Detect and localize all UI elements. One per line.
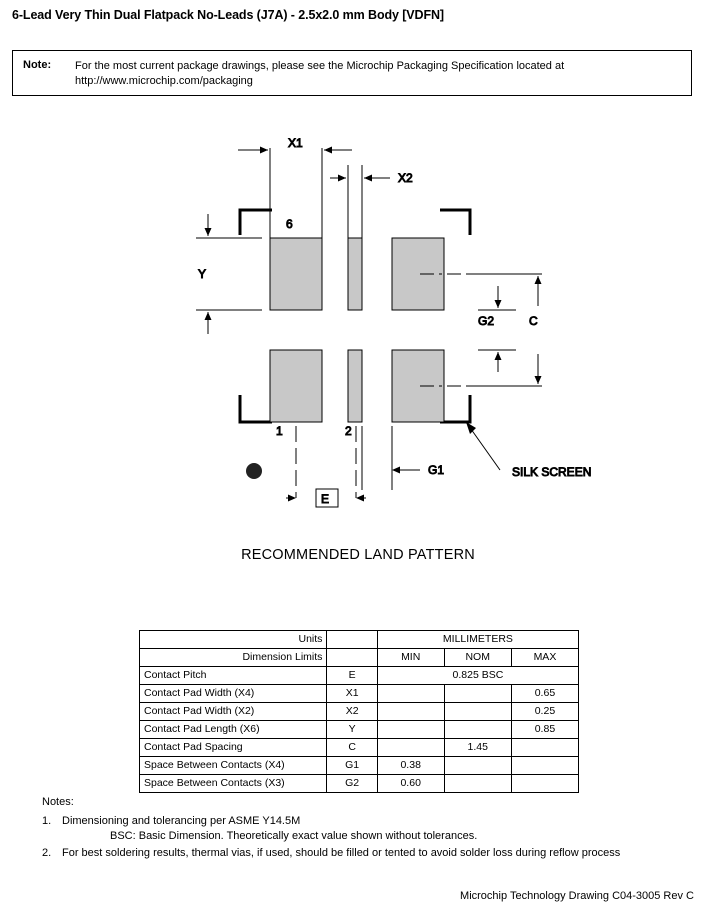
label-g1: G1 <box>428 463 445 477</box>
row-min <box>377 703 444 721</box>
label-c: C <box>529 314 538 328</box>
row-max <box>511 775 578 793</box>
label-silk-screen: SILK SCREEN <box>512 465 592 479</box>
note-box <box>12 50 692 96</box>
row-label: Contact Pad Spacing <box>140 739 327 757</box>
label-pin6: 6 <box>286 217 293 231</box>
row-nom <box>444 703 511 721</box>
table-header-limits <box>140 649 579 667</box>
row-symbol: X1 <box>327 685 377 703</box>
row-label: Space Between Contacts (X4) <box>140 757 327 775</box>
row-min <box>377 739 444 757</box>
units-value: MILLIMETERS <box>377 631 578 649</box>
row-symbol: Y <box>327 721 377 739</box>
label-pin1: 1 <box>276 424 283 438</box>
note-number: 2. <box>42 847 52 859</box>
land-pattern-caption: RECOMMENDED LAND PATTERN <box>241 547 475 563</box>
note-subtext: BSC: Basic Dimension. Theoretically exact value shown without tolerances. <box>110 830 478 842</box>
col-min: MIN <box>377 649 444 667</box>
row-symbol: X2 <box>327 703 377 721</box>
label-y: Y <box>198 267 207 281</box>
col-nom: NOM <box>444 649 511 667</box>
row-label: Contact Pad Width (X4) <box>140 685 327 703</box>
label-e: E <box>321 492 330 506</box>
row-max: 0.85 <box>511 721 578 739</box>
dimension-table <box>139 630 579 793</box>
table-header-units <box>140 631 579 649</box>
row-max <box>511 739 578 757</box>
table-row <box>140 775 579 793</box>
symbol-spacer <box>327 649 377 667</box>
units-spacer <box>327 631 377 649</box>
row-symbol: G2 <box>327 775 377 793</box>
row-label: Contact Pitch <box>140 667 327 685</box>
row-min: 0.38 <box>377 757 444 775</box>
row-max: 0.25 <box>511 703 578 721</box>
row-nom: 0.825 BSC <box>377 667 578 685</box>
row-nom: 1.45 <box>444 739 511 757</box>
dimension-limits-label: Dimension Limits <box>140 649 327 667</box>
page-title: 6-Lead Very Thin Dual Flatpack No-Leads (J7A) - 2.5x2.0 mm Body [VDFN] <box>12 8 444 22</box>
col-max: MAX <box>511 649 578 667</box>
note-item-1 <box>42 814 642 844</box>
note-item-2 <box>42 846 642 861</box>
row-min <box>377 721 444 739</box>
label-x1: X1 <box>288 136 303 150</box>
row-max: 0.65 <box>511 685 578 703</box>
table-row <box>140 703 579 721</box>
notes-section <box>42 795 642 863</box>
row-symbol: E <box>327 667 377 685</box>
row-label: Contact Pad Length (X6) <box>140 721 327 739</box>
note-text: For the most current package drawings, please see the Microchip Packaging Specification located at http://www.microchip.com/packaging <box>75 60 565 87</box>
table-row <box>140 739 579 757</box>
note-number: 1. <box>42 815 52 827</box>
row-symbol: C <box>327 739 377 757</box>
label-x2: X2 <box>398 171 413 185</box>
row-symbol: G1 <box>327 757 377 775</box>
label-pin2: 2 <box>345 424 352 438</box>
land-pattern-drawing <box>0 110 716 570</box>
row-nom <box>444 757 511 775</box>
units-label: Units <box>140 631 327 649</box>
table-row <box>140 721 579 739</box>
row-min <box>377 685 444 703</box>
row-max <box>511 757 578 775</box>
table-row <box>140 757 579 775</box>
note-label: Note: <box>23 59 52 71</box>
row-label: Contact Pad Width (X2) <box>140 703 327 721</box>
row-nom <box>444 775 511 793</box>
drawing-footer: Microchip Technology Drawing C04-3005 Rev C <box>460 890 694 902</box>
label-g2: G2 <box>478 314 495 328</box>
row-min: 0.60 <box>377 775 444 793</box>
row-label: Space Between Contacts (X3) <box>140 775 327 793</box>
note-text: For best soldering results, thermal vias, if used, should be filled or tented to avoid solder loss during reflow process <box>62 847 621 859</box>
note-text: Dimensioning and tolerancing per ASME Y14.5M <box>62 815 301 827</box>
row-nom <box>444 685 511 703</box>
table-row <box>140 667 579 685</box>
table-row <box>140 685 579 703</box>
row-nom <box>444 721 511 739</box>
notes-heading: Notes: <box>42 796 74 808</box>
land-pattern-svg <box>0 110 716 570</box>
